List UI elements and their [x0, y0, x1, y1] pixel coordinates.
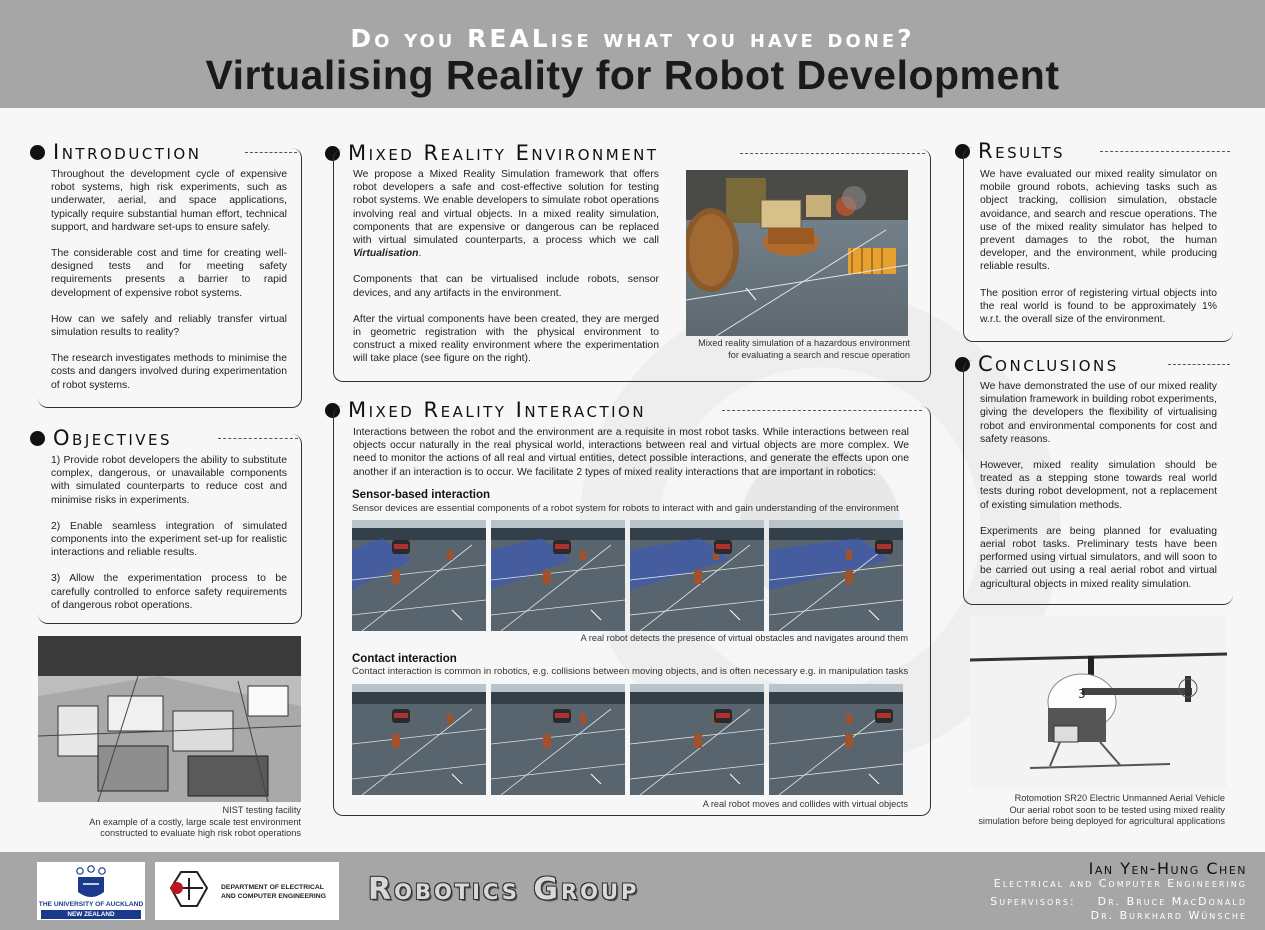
results-text	[980, 168, 1217, 326]
helicopter-photo	[970, 616, 1227, 788]
supervisor-name: Dr. Bruce MacDonald	[1097, 895, 1247, 908]
experiment-frame	[630, 684, 764, 795]
results-heading-text: Results	[978, 139, 1066, 163]
caption-line: constructed to evaluate high risk robot operations	[100, 828, 301, 838]
caption-line: Rotomotion SR20 Electric Unmanned Aerial Vehicle	[1014, 793, 1225, 803]
sensor-interaction-desc: Sensor devices are essential components of a robot system for robots to interact with and gain understanding of the environment	[352, 503, 899, 514]
experiment-frame	[352, 520, 486, 631]
introduction-text	[51, 168, 287, 392]
university-country: NEW ZEALAND	[41, 910, 141, 919]
paragraph: Throughout the development cycle of expensive robot systems, high risk experiments, such as underwater, aerial, and space applications, typically require substantial human effort, technical support, and hardware set-ups to ensure safely.	[51, 169, 287, 233]
paragraph: After the virtual components have been created, they are merged in geometric registration with the physical environment to construct a mixed reality environment where the experimentation will take place (see figure on the right).	[353, 313, 659, 365]
caption-line: Mixed reality simulation of a hazardous environment	[698, 338, 910, 348]
paragraph: We have evaluated our mixed reality simulator on mobile ground robots, achieving tasks such as object tracking, collision simulation, obstacle avoidance, and search and rescue operations. The use of the mixed reality simulator has helped to prevent damages to the robot, the human developer, and the environment, while producing reliable results.	[980, 169, 1217, 273]
department-line: DEPARTMENT OF ELECTRICAL	[221, 884, 324, 891]
caption-line: NIST testing facility	[222, 805, 301, 815]
mixed-env-photo	[686, 170, 908, 336]
mixed-env-heading-text: Mixed Reality Environment	[348, 141, 659, 165]
svg-text:3: 3	[1078, 687, 1086, 701]
experiment-frame	[769, 520, 903, 631]
caption-line: An example of a costly, large scale test environment	[89, 816, 301, 827]
paragraph: Components that can be virtualised include robots, sensor devices, and any artifacts in the environment.	[353, 274, 659, 299]
caption-line: Our aerial robot soon to be tested using mixed reality	[1009, 804, 1225, 815]
paragraph	[353, 168, 659, 260]
caption-line: simulation before being deployed for agricultural applications	[978, 816, 1225, 826]
author-department: Electrical and Computer Engineering	[993, 877, 1247, 890]
contact-caption: A real robot moves and collides with virtual objects	[702, 799, 908, 809]
supervisor-line-2: Dr. Burkhard Wünsche	[1090, 909, 1247, 922]
university-name: THE UNIVERSITY OF AUCKLAND	[38, 901, 144, 908]
paragraph: The research investigates methods to minimise the costs and dangers involved during experimentation of robot systems.	[51, 353, 287, 391]
nist-caption	[38, 805, 301, 840]
sensor-caption: A real robot detects the presence of virtual obstacles and navigates around them	[580, 633, 908, 643]
mixed-env-text	[353, 168, 659, 366]
contact-interaction-title: Contact interaction	[352, 653, 457, 665]
mixed-interaction-intro: Interactions between the robot and the environment are a requisite in most robot tasks. While interactions between real objects occur naturally in the real physical world, interactions between real and virtual objects are more complex. We need to monitor the actions of all real and virtual entities, detect possible interactions, and generate the effects upon one another if an interaction is to occur. We facilitate 2 types of mixed reality interactions that are important in robotics:	[353, 427, 909, 478]
paragraph: 1) Provide robot developers the ability to substitute complex, dangerous, or unavailable components with simulated counterparts to reduce cost and minimise risks in experiments.	[51, 455, 287, 506]
experiment-frame	[630, 520, 764, 631]
objectives-text	[51, 454, 287, 612]
experiment-frame	[352, 684, 486, 795]
paragraph: Experiments are being planned for evaluating aerial robot tasks. Preliminary tests have been performed using virtual simulators, and will soon to be carried out using a real aerial robot and virtual agricultural objects in mixed reality simulation.	[980, 525, 1217, 590]
department-name	[221, 883, 326, 901]
paragraph: 3) Allow the experimentation process to be carefully controlled to enforce safety requirements of dangerous robot operations.	[51, 573, 287, 611]
paragraph: However, mixed reality simulation should be treated as a stepping stone towards real world tests during robot development, not a replacement of existing simulation methods.	[980, 460, 1217, 511]
paragraph: The position error of registering virtual objects into the real world is found to be approximately 1% w.r.t. the overall size of the environment.	[980, 287, 1217, 326]
poster-header	[0, 0, 1265, 108]
poster-footer	[0, 852, 1265, 930]
paragraph: We have demonstrated the use of our mixed reality simulation framework in building robot experiments, giving the developers the flexibility of virtualising robot and environmental components for cost and safety reasons.	[980, 381, 1217, 445]
poster-title: Virtualising Reality for Robot Development	[205, 52, 1060, 98]
paragraph: 2) Enable seamless integration of simulated components into the experiment set-up for realistic interactions and reliable results.	[51, 520, 287, 559]
virtualisation-term: Virtualisation	[353, 248, 419, 260]
experiment-frame	[769, 684, 903, 795]
sensor-interaction-title: Sensor-based interaction	[352, 489, 491, 501]
contact-interaction-desc: Contact interaction is common in robotics, e.g. collisions between moving objects, and is often necessary e.g. in manipulation tasks	[352, 666, 909, 677]
experiment-frame	[491, 684, 625, 795]
objectives-heading-text: Objectives	[53, 426, 173, 450]
paragraph-end: .	[418, 248, 422, 260]
author-name: Ian Yen-Hung Chen	[1088, 859, 1247, 878]
supervisor-line-1	[990, 895, 1247, 908]
group-name: Robotics Group	[368, 872, 640, 907]
introduction-heading-text: Introduction	[53, 140, 202, 164]
paragraph: How can we safely and reliably transfer virtual simulation results to reality?	[51, 313, 287, 339]
conclusions-heading-text: Conclusions	[978, 352, 1119, 376]
university-logo	[37, 862, 145, 920]
nist-facility-photo	[38, 636, 301, 802]
supervisors-label: Supervisors:	[990, 895, 1076, 908]
conclusions-text	[980, 380, 1217, 591]
caption-line: for evaluating a search and rescue operation	[728, 349, 910, 360]
mixed-interaction-heading-text: Mixed Reality Interaction	[348, 398, 647, 422]
poster-body	[0, 108, 1265, 852]
department-line: AND COMPUTER ENGINEERING	[221, 893, 326, 900]
tagline: Do you REALise what you have done?	[350, 24, 915, 53]
helicopter-caption	[950, 793, 1225, 828]
paragraph-text: We propose a Mixed Reality Simulation framework that offers robot developers a safe and cost-effective solution for testing robot systems. We enable developers to simulate robot operations involving real and virtual objects. In a mixed reality simulation, components that are expensive or dangerous can be replaced with virtual simulated counterparts, a process which we call	[353, 169, 659, 247]
paragraph: The considerable cost and time for creating well-designed tests and for meeting safety requirements presents a barrier to rapid development of expensive robot systems.	[51, 248, 287, 299]
mixed-env-caption	[660, 338, 910, 361]
experiment-frame	[491, 520, 625, 631]
department-logo	[155, 862, 339, 920]
